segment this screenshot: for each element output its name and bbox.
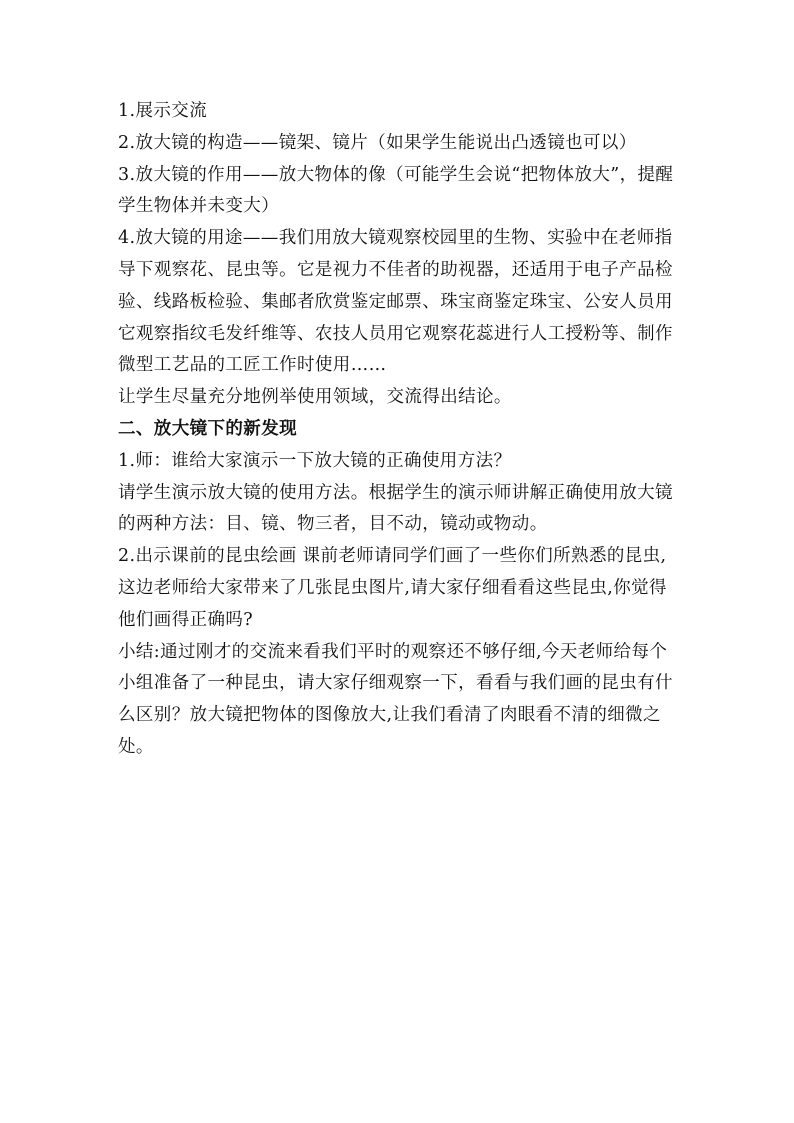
- paragraph-5: 让学生尽量充分地例举使用领域，交流得出结论。: [118, 387, 512, 408]
- paragraph-7: 请学生演示放大镜的使用方法。根据学生的演示师讲解正确使用放大镜的两种方法：目、镜、物三者，目不动，镜动或物动。: [118, 482, 673, 535]
- paragraph-9: 小结:通过刚才的交流来看我们平时的观察还不够仔细,今天老师给每个小组准备了一种昆虫，请大家仔细观察一下，看看与我们画的昆虫有什么区别？放大镜把物体的图像放大,让我们看清了肉眼看不清的细微之处。: [118, 641, 673, 757]
- paragraph-8: 2.出示课前的昆虫绘画 课前老师请同学们画了一些你们所熟悉的昆虫,这边老师给大家带来了几张昆虫图片,请大家仔细看看这些昆虫,你觉得他们画得正确吗?: [118, 546, 667, 630]
- section-heading: 二、放大镜下的新发现: [118, 418, 297, 439]
- paragraph-4: 4.放大镜的用途——我们用放大镜观察校园里的生物、实验中在老师指导下观察花、昆虫等。它是视力不佳者的助视器，还适用于电子产品检验、线路板检验、集邮者欣赏鉴定邮票、珠宝商鉴定珠宝、公安人员用它观察指纹毛发纤维等、农技人员用它观察花蕊进行人工授粉等、制作微型工艺品的工匠工作时使用……: [118, 228, 673, 376]
- paragraph-3: 3.放大镜的作用——放大物体的像（可能学生会说“把物体放大”，提醒学生物体并未变大）: [118, 164, 674, 217]
- paragraph-2: 2.放大镜的构造——镜架、镜片（如果学生能说出凸透镜也可以）: [118, 132, 637, 153]
- paragraph-6: 1.师：谁给大家演示一下放大镜的正确使用方法？: [118, 450, 512, 471]
- paragraph-1: 1.展示交流: [118, 101, 208, 121]
- document-body: [118, 96, 678, 764]
